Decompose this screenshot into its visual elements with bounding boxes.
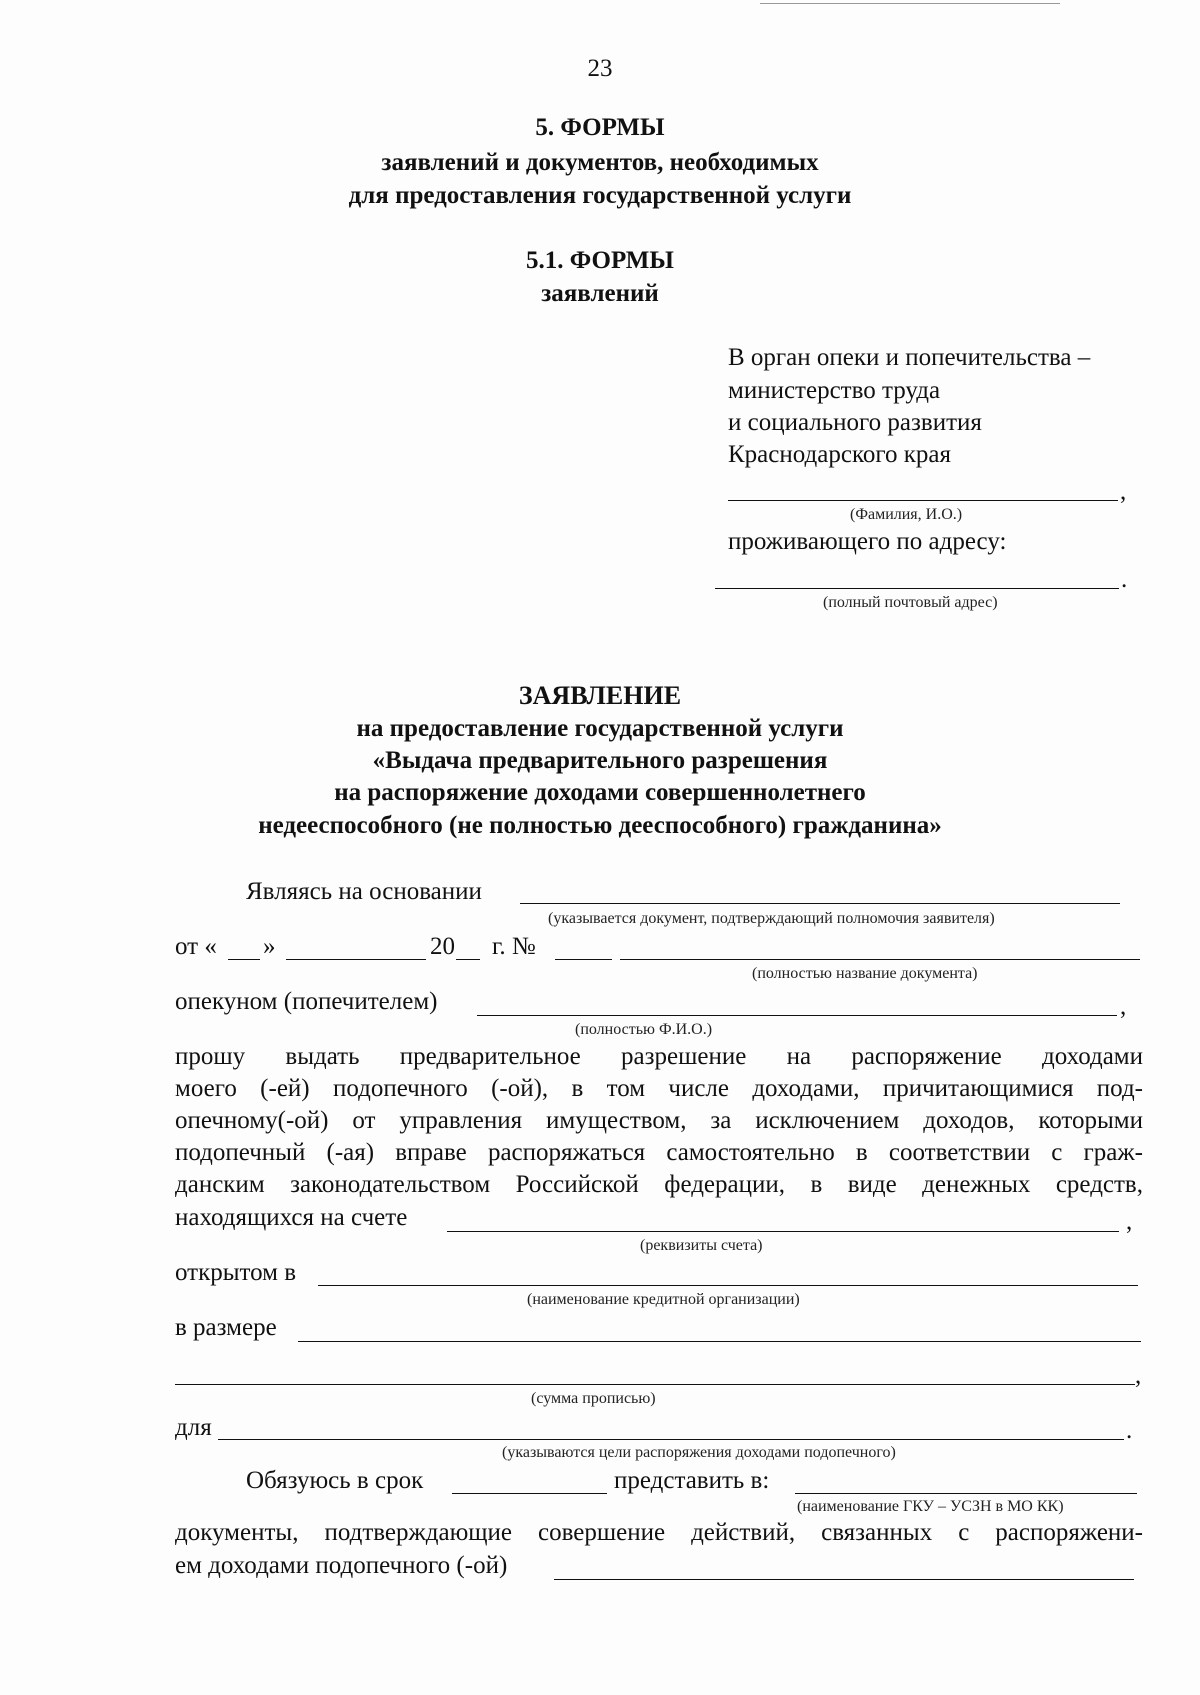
submit-label: представить в: — [614, 1467, 770, 1494]
year-field-line[interactable] — [456, 959, 480, 960]
doc-name-caption: (полностью название документа) — [752, 965, 978, 982]
year-suffix-number-label: г. № — [492, 933, 536, 960]
basis-caption: (указывается документ, подтверждающий полномочия заявителя) — [548, 910, 995, 927]
residing-label: проживающего по адресу: — [728, 528, 1007, 555]
ward-documents-field-line[interactable] — [554, 1579, 1134, 1580]
account-label: находящихся на счете — [175, 1204, 408, 1231]
address-field-line[interactable] — [715, 588, 1119, 589]
account-caption: (реквизиты счета) — [640, 1237, 763, 1254]
name-caption: (Фамилия, И.О.) — [850, 506, 963, 523]
name-field-line[interactable] — [728, 500, 1118, 501]
section-heading: 5. ФОРМЫ — [535, 114, 665, 141]
guardian-caption: (полностью Ф.И.О.) — [575, 1021, 713, 1038]
oblige-label: Обязуюсь в срок — [246, 1467, 424, 1494]
subsection-heading-line2: заявлений — [541, 280, 659, 307]
agency-field-line[interactable] — [795, 1493, 1137, 1494]
request-paragraph-line: опечному(-ой) от управления имуществом, за исключением доходов, которыми — [175, 1107, 1143, 1134]
application-title-line5: недееспособного (не полностью дееспособного) гражданина» — [258, 812, 942, 839]
doc-number-field-line[interactable] — [555, 959, 612, 960]
amount-comma: , — [1135, 1362, 1142, 1389]
amount-field-line[interactable] — [298, 1341, 1141, 1342]
month-field-line[interactable] — [286, 959, 426, 960]
application-title-line4: на распоряжение доходами совершеннолетнего — [334, 779, 866, 806]
application-title-line2: на предоставление государственной услуги — [356, 715, 844, 742]
section-heading-line2: заявлений и документов, необходимых — [381, 149, 819, 176]
guardian-field-line[interactable] — [477, 1015, 1117, 1016]
year-prefix: 20 — [430, 933, 455, 960]
amount-label: в размере — [175, 1314, 277, 1341]
addressee-line4: Краснодарского края — [728, 441, 951, 468]
guardian-comma: , — [1120, 993, 1127, 1020]
scan-edge-top — [760, 3, 1060, 4]
subsection-heading: 5.1. ФОРМЫ — [526, 247, 674, 274]
opened-label: открытом в — [175, 1259, 297, 1286]
addressee-line1: В орган опеки и попечительства – — [728, 344, 1091, 371]
amount-caption: (сумма прописью) — [531, 1390, 656, 1407]
purpose-field-line[interactable] — [218, 1439, 1124, 1440]
addressee-line2: министерство труда — [728, 377, 941, 404]
final-line-2: ем доходами подопечного (-ой) — [175, 1552, 508, 1579]
day-field-line[interactable] — [228, 959, 260, 960]
application-title-line3: «Выдача предварительного разрешения — [372, 747, 828, 774]
request-paragraph-line: подопечный (-ая) вправе распоряжаться самостоятельно в соответствии с граж- — [175, 1139, 1143, 1166]
agency-caption: (наименование ГКУ – УСЗН в МО КК) — [797, 1498, 1064, 1515]
request-paragraph-line: данским законодательством Российской федерации, в виде денежных средств, — [175, 1171, 1143, 1198]
purpose-caption: (указываются цели распоряжения доходами подопечного) — [502, 1444, 896, 1461]
application-title: ЗАЯВЛЕНИЕ — [518, 681, 682, 710]
date-from-label: от « — [175, 933, 217, 960]
section-heading-line3: для предоставления государственной услуги — [348, 182, 852, 209]
page-number: 23 — [587, 55, 613, 82]
doc-name-field-line[interactable] — [620, 959, 1140, 960]
request-paragraph-line: моего (-ей) подопечного (-ой), в том числе доходами, причитающимися под- — [175, 1075, 1143, 1102]
account-comma: , — [1126, 1208, 1133, 1235]
purpose-label: для — [175, 1414, 212, 1441]
name-field-comma: , — [1120, 478, 1127, 505]
basis-label: Являясь на основании — [246, 878, 482, 905]
purpose-period: . — [1126, 1417, 1133, 1444]
basis-field-line[interactable] — [520, 903, 1120, 904]
bank-field-line[interactable] — [318, 1285, 1138, 1286]
request-paragraph-line: прошу выдать предварительное разрешение на распоряжение доходами — [175, 1043, 1143, 1070]
addressee-line3: и социального развития — [728, 409, 982, 436]
address-field-period: . — [1121, 566, 1128, 593]
final-line-1: документы, подтверждающие совершение действий, связанных с распоряжени- — [175, 1519, 1143, 1546]
guardian-label: опекуном (попечителем) — [175, 988, 438, 1015]
bank-caption: (наименование кредитной организации) — [527, 1291, 800, 1308]
date-close-quote: » — [263, 933, 276, 960]
address-caption: (полный почтовый адрес) — [823, 594, 998, 611]
amount-field-line-2[interactable] — [175, 1384, 1135, 1385]
deadline-field-line[interactable] — [452, 1493, 607, 1494]
account-field-line[interactable] — [447, 1231, 1119, 1232]
